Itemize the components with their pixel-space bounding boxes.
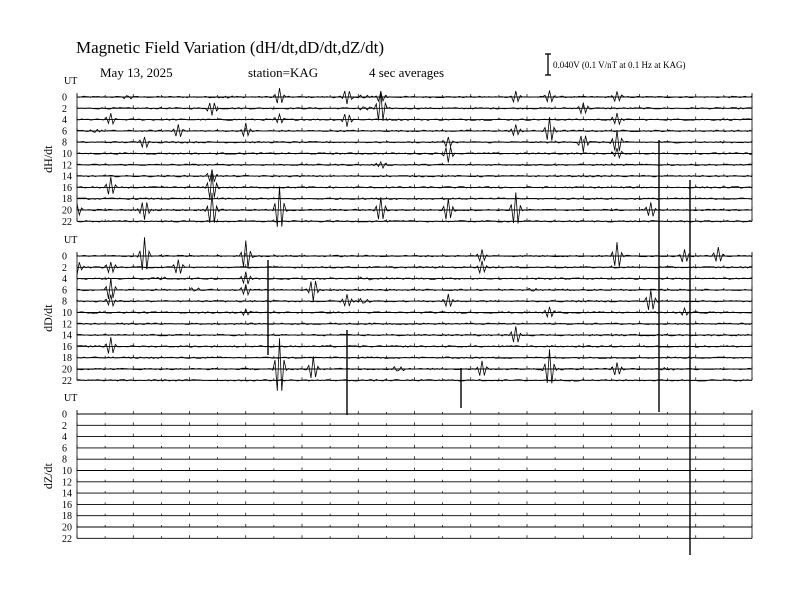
row-label: 20 — [62, 205, 72, 217]
row-label: 12 — [62, 160, 72, 172]
trace-0 — [77, 88, 752, 104]
row-label: 6 — [62, 126, 67, 138]
panel-3 — [41, 393, 752, 545]
row-label: 18 — [62, 194, 72, 206]
row-label: 0 — [62, 92, 67, 104]
ut-axis-label: UT — [64, 235, 78, 246]
row-label: 22 — [62, 375, 72, 387]
row-label: 10 — [62, 308, 72, 319]
row-label: 10 — [62, 466, 72, 477]
chart-title: Magnetic Field Variation (dH/dt,dD/dt,dZ/dt) — [76, 38, 385, 57]
averaging-label: 4 sec averages — [369, 65, 445, 80]
trace-10 — [77, 307, 752, 317]
scale-bar — [545, 54, 551, 75]
scale-bar-label: 0.040V (0.1 V/nT at 0.1 Hz at KAG) — [553, 60, 686, 70]
row-label: 22 — [62, 533, 72, 545]
row-label: 14 — [62, 330, 72, 342]
row-label: 2 — [62, 262, 67, 274]
panel-1 — [41, 76, 752, 228]
row-label: 8 — [62, 454, 67, 466]
row-label: 16 — [62, 341, 72, 353]
row-label: 4 — [62, 432, 67, 444]
date-label: May 13, 2025 — [100, 65, 173, 80]
row-label: 2 — [62, 103, 67, 115]
row-label: 12 — [62, 319, 72, 331]
row-label: 14 — [62, 488, 72, 500]
row-label: 14 — [62, 171, 72, 183]
row-label: 2 — [62, 420, 67, 432]
row-label: 22 — [62, 216, 72, 228]
row-label: 0 — [62, 251, 67, 263]
row-label: 16 — [62, 182, 72, 194]
row-label: 0 — [62, 409, 67, 421]
row-label: 18 — [62, 511, 72, 523]
panel-label: dH/dt — [41, 145, 55, 173]
row-label: 6 — [62, 285, 67, 297]
row-label: 20 — [62, 364, 72, 376]
ut-axis-label: UT — [64, 393, 78, 404]
row-label: 8 — [62, 137, 67, 149]
panel-2 — [41, 235, 752, 391]
row-label: 4 — [62, 115, 67, 127]
row-label: 6 — [62, 443, 67, 455]
station-label: station=KAG — [248, 65, 319, 80]
panel-label: dZ/dt — [41, 463, 55, 490]
row-label: 12 — [62, 477, 72, 489]
row-label: 8 — [62, 296, 67, 308]
row-label: 16 — [62, 499, 72, 511]
panel-label: dD/dt — [41, 304, 55, 332]
ut-axis-label: UT — [64, 76, 78, 87]
row-label: 20 — [62, 522, 72, 534]
row-label: 18 — [62, 353, 72, 365]
row-label: 4 — [62, 274, 67, 286]
trace-10 — [77, 147, 752, 163]
row-label: 10 — [62, 149, 72, 160]
